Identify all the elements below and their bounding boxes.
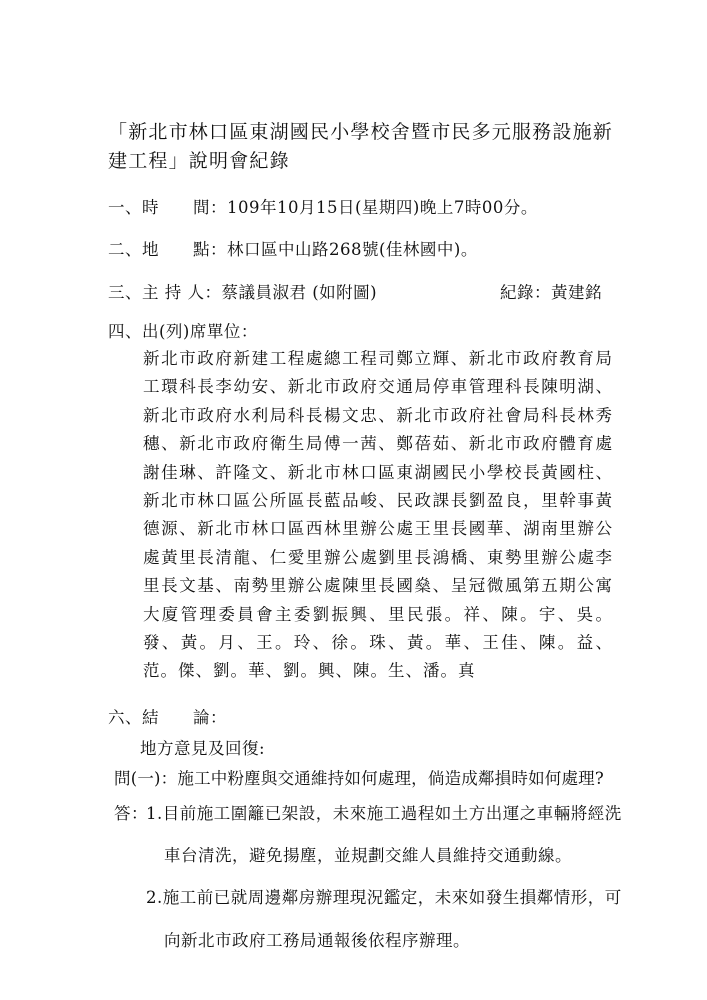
host-value: 蔡議員淑君 (如附圖)	[221, 283, 378, 302]
answer-1-line-2: 車台清洗，避免揚塵，並規劃交維人員維持交通動線。	[164, 846, 572, 865]
host-row	[108, 281, 377, 305]
time-label: 一、時 間：	[108, 198, 227, 217]
time-row	[108, 196, 538, 220]
attendees-list: 新北市政府新建工程處總工程司鄭立輝、新北市政府教育局工環科長李幼安、新北市政府交通局停車管理科長陳明湖、新北市政府水利局科長楊文忠、新北市政府社會局科長林秀穗、新北市政府衛生局傅一茜、鄭蓓茹、新北市政府體育處謝佳琳、許隆文、新北市林口區東湖國民小學校長黃國柱、新北市林口區公所區長藍品峻、民政課長劉盈良，里幹事黃德源、新北市林口區西林里辦公處王里長國華、湖南里辦公處黃里長清龍、仁愛里辦公處劉里長鴻橋、東勢里辦公處李里長文基、南勢里辦公處陳里長國燊、呈冠微風第五期公寓大廈管理委員會主委劉振興、里民張。祥、陳。宇、吳。發、黃。月、王。玲、徐。珠、黃。華、王佳、陳。益、范。傑、劉。華、劉。興、陳。生、潘。真	[143, 349, 613, 681]
place-value: 林口區中山路268號(佳林國中)。	[227, 240, 478, 259]
place-row	[108, 238, 478, 262]
recorder: 紀錄：黃建銘	[500, 283, 602, 302]
answer-2-line-1: 2.施工前已就周邊鄰房辦理現況鑑定，未來如發生損鄰情形，可	[146, 888, 622, 907]
answer-2-line-2: 向新北市政府工務局通報後依程序辦理。	[164, 931, 470, 950]
answer-prefix: 答：	[114, 804, 148, 823]
conclusion-subheading: 地方意見及回復:	[140, 739, 266, 758]
answer-1-line-1: 1.目前施工圍籬已架設，未來施工過程如土方出運之車輛將經洗	[146, 804, 622, 823]
place-label: 二、地 點：	[108, 240, 227, 259]
conclusion-label: 六、結 論：	[108, 708, 227, 727]
attendees-label: 四、出(列)席單位：	[108, 322, 258, 341]
question-1: 問(一)：施工中粉塵與交通維持如何處理，倘造成鄰損時如何處理?	[114, 769, 604, 788]
host-label: 三、主 持 人：	[108, 283, 222, 302]
time-value: 109年10月15日(星期四)晚上7時00分。	[227, 198, 538, 217]
document-title: 「新北市林口區東湖國民小學校舍暨市民多元服務設施新建工程」說明會紀錄	[108, 121, 614, 172]
